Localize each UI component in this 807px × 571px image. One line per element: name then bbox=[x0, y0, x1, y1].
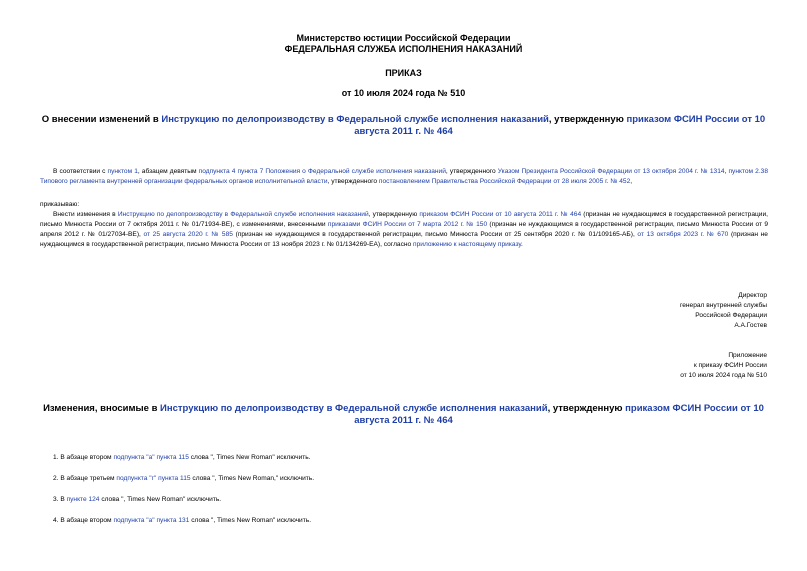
link-order-464[interactable]: приказом ФСИН России от 10 августа 2011 г. № 464 bbox=[419, 211, 582, 218]
ministry-name: Министерство юстиции Российской Федерации bbox=[296, 33, 511, 43]
doc-date-number: от 10 июля 2024 года № 510 bbox=[341, 88, 466, 98]
link-postanovlenie[interactable]: постановлением Правительства Российской Федерации от 28 июля 2005 г. № 452 bbox=[378, 178, 631, 185]
link-polozhenie[interactable]: подпункта 4 пункта 7 Положения о Федеральной службе исполнения наказаний bbox=[198, 168, 446, 175]
list-item: 3. В пункте 124 слова ", Times New Roman" исключить. bbox=[53, 496, 222, 503]
link-order-150[interactable]: приказами ФСИН России от 7 марта 2012 г. № 150 bbox=[327, 221, 488, 228]
order-464-link[interactable]: приказом ФСИН России от 10 августа 2011 г. № 464 bbox=[354, 114, 766, 137]
item-1-link[interactable]: подпункта "а" пункта 115 bbox=[113, 454, 189, 461]
link-ukaz[interactable]: Указом Президента Российской Федерации от 13 октября 2004 г. № 1314 bbox=[497, 168, 725, 175]
page-title: О внесении изменений в Инструкцию по делопроизводству в Федеральной службе исполнения наказаний, утвержденную приказом ФСИН России от 10 августа 2011 г. № 464 bbox=[41, 114, 766, 137]
signature-country: Российской Федерации bbox=[695, 312, 767, 319]
link-appendix[interactable]: приложению к настоящему приказу bbox=[413, 241, 522, 248]
list-item: 2. В абзаце третьем подпункта "г" пункта 115 слова ", Times New Roman," исключить. bbox=[53, 475, 315, 482]
list-item: 1. В абзаце втором подпункта "а" пункта 115 слова ", Times New Roman" исключить. bbox=[53, 454, 311, 461]
appendix-order: к приказу ФСИН России bbox=[693, 362, 767, 369]
header bbox=[0, 33, 807, 55]
link-punkt-1[interactable]: пунктом 1 bbox=[107, 168, 138, 175]
service-name: ФЕДЕРАЛЬНАЯ СЛУЖБА ИСПОЛНЕНИЯ НАКАЗАНИЙ bbox=[284, 44, 523, 54]
link-reglament[interactable]: пунктом 2.38 Типового регламента внутренней организации федеральных органов исполнительной власти bbox=[40, 168, 768, 185]
link-order-585[interactable]: от 25 августа 2020 г. № 585 bbox=[143, 231, 233, 238]
signature-block bbox=[680, 291, 767, 331]
order-word: приказываю: bbox=[40, 201, 80, 208]
main-paragraph: Внести изменения в Инструкцию по делопроизводству в Федеральной службе исполнения наказаний, утвержденную приказом ФСИН России от 10 августа 2011 г. № 464 (признан не нуждающимся в государственной регистрации, письмо Минюста России от 7 октября 2011 г. № 01/71934-ВЕ), с изменениями, внесенными приказами ФСИН России от 7 марта 2012 г. № 150 (признан не нуждающимся в государственной регистрации, письмо Минюста России от 9 апреля 2012 г. № 01/27034-ВЕ), от 25 августа 2020 г. № 585 (признан не нуждающимся в государственной регистрации, письмо Минюста России от 25 сентября 2020 г. № 01/109165-АБ), от 13 октября 2023 г. № 670 (признан не нуждающимся в государственной регистрации, письмо Минюста России от 13 ноября 2023 г. № 01/134269-ЕА), согласно приложению к настоящему приказу. bbox=[40, 211, 769, 248]
list-item: 4. В абзаце втором подпункта "а" пункта 131 слова ", Times New Roman" исключить. bbox=[53, 517, 312, 524]
item-2-link[interactable]: подпункта "г" пункта 115 bbox=[116, 475, 191, 482]
instruction-link[interactable]: Инструкцию по делопроизводству в Федеральной службе исполнения наказаний bbox=[161, 114, 549, 125]
appendix-block bbox=[680, 351, 767, 381]
signature-rank: генерал внутренней службы bbox=[679, 302, 767, 309]
item-4-link[interactable]: подпункта "а" пункта 131 bbox=[113, 517, 190, 524]
changes-title: Изменения, вносимые в Инструкцию по делопроизводству в Федеральной службе исполнения наказаний, утвержденную приказом ФСИН России от 10 августа 2011 г. № 464 bbox=[43, 403, 764, 426]
link-order-670[interactable]: от 13 октября 2023 г. № 670 bbox=[637, 231, 729, 238]
signature-position: Директор bbox=[738, 292, 767, 299]
doc-type: ПРИКАЗ bbox=[385, 68, 422, 78]
item-3-link[interactable]: пункте 124 bbox=[66, 496, 100, 503]
link-instruction[interactable]: Инструкцию по делопроизводству в Федеральной службе исполнения наказаний bbox=[117, 211, 369, 218]
signature-name: А.А.Гостев bbox=[734, 322, 767, 329]
changes-instruction-link[interactable]: Инструкцию по делопроизводству в Федеральной службе исполнения наказаний bbox=[160, 403, 548, 414]
appendix-label: Приложение bbox=[728, 352, 767, 359]
preamble-paragraph: В соответствии с пунктом 1, абзацем девятым подпункта 4 пункта 7 Положения о Федеральной службе исполнения наказаний, утвержденного Указом Президента Российской Федерации от 13 октября 2004 г. № 1314, пунктом 2.38 Типового регламента внутренней организации федеральных органов исполнительной власти, утвержденного постановлением Правительства Российской Федерации от 28 июля 2005 г. № 452, bbox=[40, 168, 768, 185]
changes-order-link[interactable]: приказом ФСИН России от 10 августа 2011 г. № 464 bbox=[354, 403, 764, 426]
appendix-date: от 10 июля 2024 года № 510 bbox=[680, 372, 767, 379]
